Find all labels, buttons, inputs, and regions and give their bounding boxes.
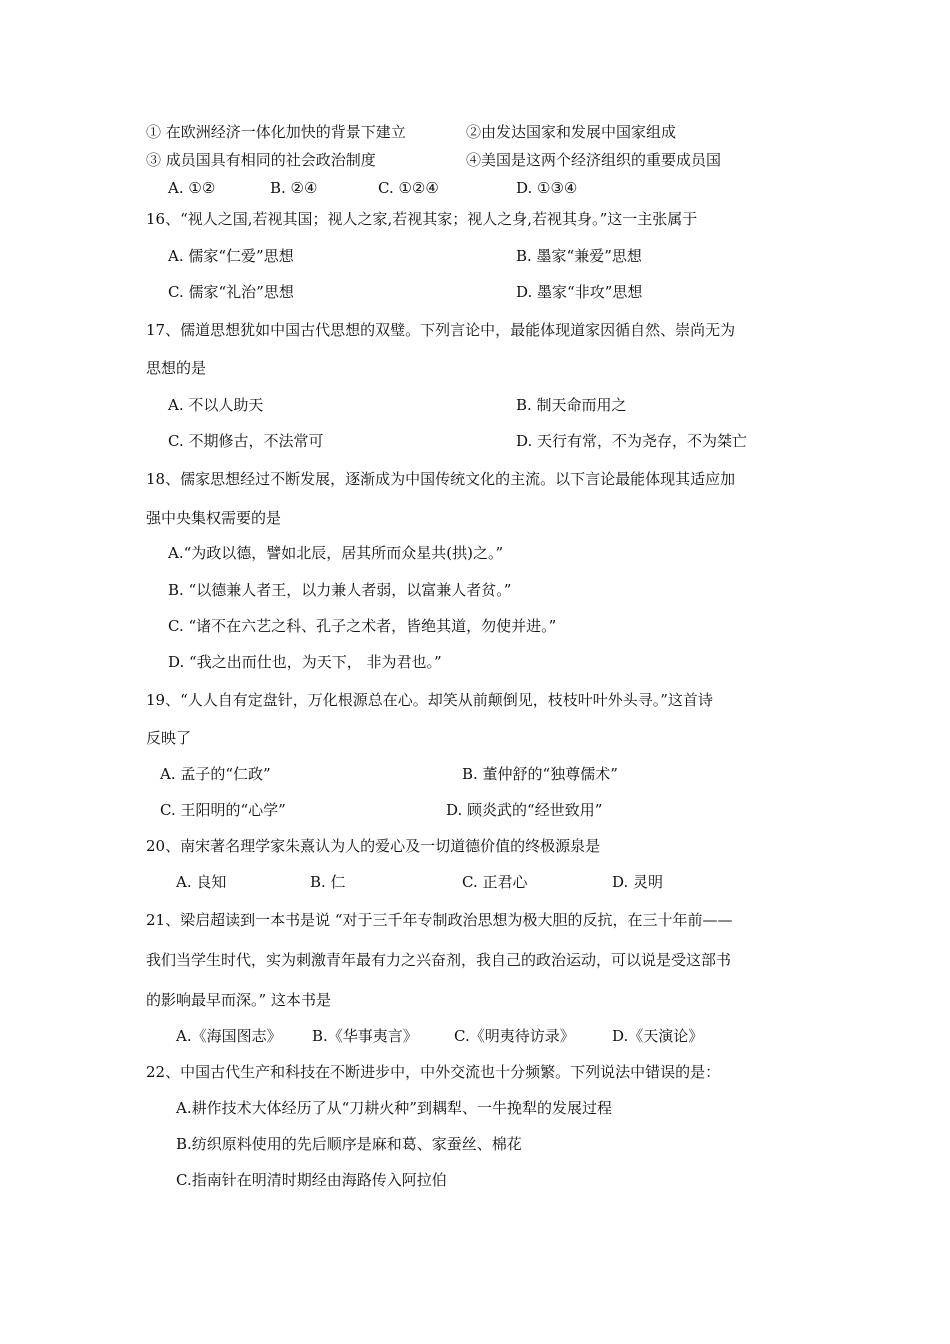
option-15c: C. ①②④: [378, 179, 439, 197]
option-16c: C. 儒家“礼治”思想: [168, 283, 294, 301]
statement-4: ④美国是这两个经济组织的重要成员国: [466, 151, 722, 169]
option-18c: C. “诸不在六艺之科、孔子之术者，皆绝其道，勿使并进。”: [168, 617, 557, 635]
question-18-line1: 18、儒家思想经过不断发展，逐渐成为中国传统文化的主流。以下言论最能体现其适应加: [146, 470, 736, 488]
option-20a: A. 良知: [176, 873, 227, 891]
statement-3: ③ 成员国具有相同的社会政治制度: [146, 151, 376, 169]
option-22c: C.指南针在明清时期经由海路传入阿拉伯: [176, 1171, 447, 1189]
option-19a: A. 孟子的“仁政”: [160, 765, 271, 783]
option-18d: D. “我之出而仕也，为天下， 非为君也。”: [168, 653, 442, 671]
option-19b: B. 董仲舒的“独尊儒术”: [462, 765, 618, 783]
option-21a: A.《海国图志》: [176, 1027, 282, 1045]
option-15a: A. ①②: [168, 179, 216, 197]
option-20d: D. 灵明: [612, 873, 664, 891]
option-21d: D.《天演论》: [612, 1027, 704, 1045]
option-20b: B. 仁: [310, 873, 346, 891]
option-16d: D. 墨家“非攻”思想: [516, 283, 643, 301]
option-17a: A. 不以人助天: [168, 396, 264, 414]
option-15d: D. ①③④: [516, 179, 578, 197]
question-17-line2: 思想的是: [146, 359, 207, 377]
option-19c: C. 王阳明的“心学”: [160, 801, 286, 819]
option-18a: A.“为政以德，譬如北辰，居其所而众星共(拱)之。”: [168, 544, 504, 562]
question-17-line1: 17、儒道思想犹如中国古代思想的双璧。下列言论中，最能体现道家因循自然、崇尚无为: [146, 321, 736, 339]
option-21c: C.《明夷待访录》: [454, 1027, 575, 1045]
question-19-line2: 反映了: [146, 729, 192, 747]
option-22b: B.纺织原料使用的先后顺序是麻和葛、家蚕丝、棉花: [176, 1135, 522, 1153]
question-18-line2: 强中央集权需要的是: [146, 509, 282, 527]
option-18b: B. “以德兼人者王，以力兼人者弱，以富兼人者贫。”: [168, 581, 512, 599]
option-22a: A.耕作技术大体经历了从“刀耕火种”到耦犁、一牛挽犁的发展过程: [176, 1099, 612, 1117]
option-21b: B.《华事夷言》: [312, 1027, 418, 1045]
option-16b: B. 墨家“兼爱”思想: [516, 247, 642, 265]
question-21-line2: 我们当学生时代，实为刺激青年最有力之兴奋剂，我自己的政治运动，可以说是受这部书: [146, 951, 732, 969]
option-20c: C. 正君心: [462, 873, 528, 891]
question-21-line3: 的影响最早而深。” 这本书是: [146, 991, 331, 1009]
question-16: 16、“视人之国,若视其国；视人之家,若视其家；视人之身,若视其身。”这一主张属于: [146, 210, 698, 228]
option-17c: C. 不期修古，不法常可: [168, 432, 324, 450]
question-22: 22、中国古代生产和科技在不断进步中，中外交流也十分频繁。下列说法中错误的是：: [146, 1063, 721, 1081]
statement-1: ① 在欧洲经济一体化加快的背景下建立: [146, 123, 406, 141]
option-19d: D. 顾炎武的“经世致用”: [446, 801, 603, 819]
option-17d: D. 天行有常，不为尧存，不为桀亡: [516, 432, 748, 450]
option-17b: B. 制天命而用之: [516, 396, 627, 414]
option-16a: A. 儒家“仁爱”思想: [168, 247, 294, 265]
question-19-line1: 19、“人人自有定盘针，万化根源总在心。却笑从前颠倒见，枝枝叶叶外头寻。”这首诗: [146, 691, 713, 709]
question-20: 20、南宋著名理学家朱熹认为人的爱心及一切道德价值的终极源泉是: [146, 837, 601, 855]
statement-2: ②由发达国家和发展中国家组成: [466, 123, 677, 141]
option-15b: B. ②④: [270, 179, 318, 197]
question-21-line1: 21、梁启超读到一本书是说 “对于三千年专制政治思想为极大胆的反抗，在三十年前——: [146, 911, 733, 929]
